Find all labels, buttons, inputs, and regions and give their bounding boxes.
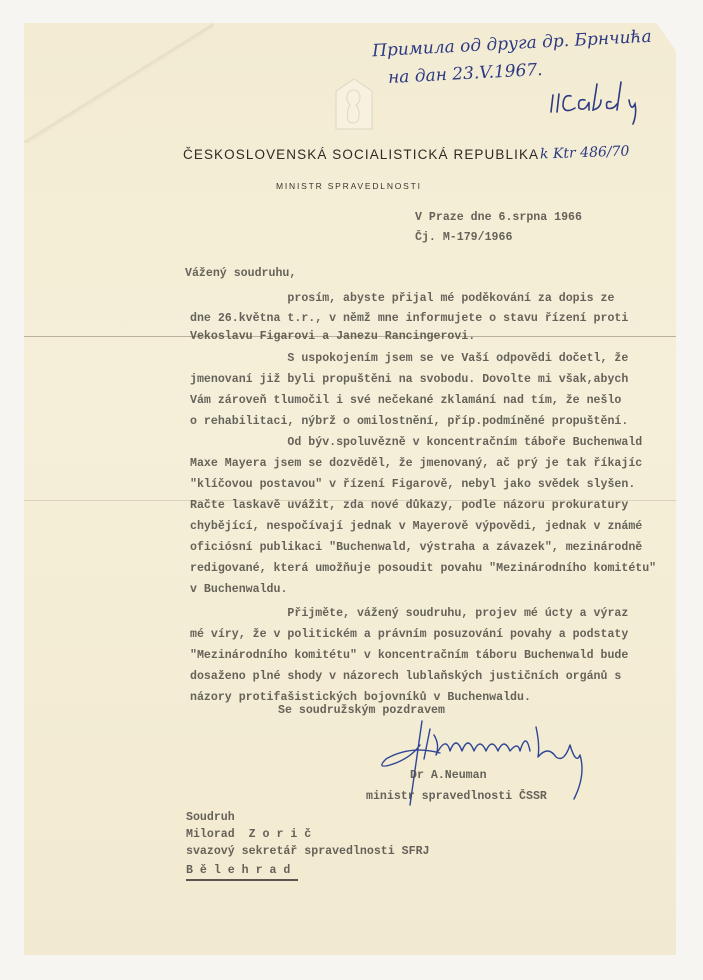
body-line: názory protifašistických bojovníků v Buchenwaldu. (190, 691, 531, 704)
body-line: Vám zároveň tlumočil i své nečekané zklamání nad tím, že nešlo (190, 394, 622, 407)
body-line: v Buchenwaldu. (190, 583, 288, 596)
recipient-name: Milorad Z o r i č (186, 828, 312, 841)
recipient-city: B ě l e h r a d (186, 864, 291, 877)
city-underline (186, 879, 298, 881)
body-line: "Mezinárodního komitétu" v koncentračním táboru Buchenwald bude (190, 649, 629, 662)
place-date: V Praze dne 6.srpna 1966 (415, 211, 582, 224)
signatory-name: Dr A.Neuman (410, 769, 487, 782)
state-emblem-icon (334, 77, 374, 131)
body-line: Od býv.spoluvězně v koncentračním táboře Buchenwald (190, 436, 643, 449)
letterhead-subtitle: MINISTR SPRAVEDLNOSTI (276, 181, 422, 191)
body-line: Přijměte, vážený soudruhu, projev mé úcty a výraz (190, 607, 629, 620)
body-line: S uspokojením jsem se ve Vaší odpovědi dočetl, že (190, 352, 629, 365)
handwritten-initials-icon (545, 80, 665, 125)
body-line: Račte laskavě uvážit, zda nové důkazy, podle názoru prokuratury (190, 499, 629, 512)
body-line: Maxe Mayera jsem se dozvěděl, že jmenovaný, ač prý je tak říkajíc (190, 457, 643, 470)
closing: Se soudružským pozdravem (278, 704, 445, 717)
recipient-position: svazový sekretář spravedlnosti SFRJ (186, 845, 430, 858)
body-line: oficiósní publikaci "Buchenwald, výstraha a závazek", mezinárodně (190, 541, 643, 554)
body-line: jmenovaní již byli propuštěni na svobodu. Dovolte mi však,abych (190, 373, 629, 386)
body-line: chybějící, nespočívají jednak v Mayerově výpovědi, jednak v známé (190, 520, 643, 533)
body-line: dne 26.května t.r., v němž mne informujete o stavu řízení proti (190, 312, 629, 325)
body-line: mé víry, že v politickém a právním posuzování povahy a podstaty (190, 628, 629, 641)
salutation: Vážený soudruhu, (185, 267, 297, 280)
reference-number: Čj. M-179/1966 (415, 231, 513, 244)
handwritten-reference: k Ktr 486/70 (539, 143, 630, 163)
handwritten-note-line1: Примила од друга др. Брнчића (371, 26, 653, 62)
recipient-salutation: Soudruh (186, 811, 235, 824)
letterhead-title: ČESKOSLOVENSKÁ SOCIALISTICKÁ REPUBLIKA (183, 147, 540, 162)
body-line: o rehabilitaci, nýbrž o omilostnění, příp.podmíněné propuštění. (190, 415, 629, 428)
signatory-title: ministr spravedlnosti ČSSR (366, 790, 547, 803)
body-line: dosaženo plné shody v názorech lublaňských justičních orgánů s (190, 670, 622, 683)
body-line: Vekoslavu Figarovi a Janezu Rancingerovi. (190, 330, 476, 343)
body-line: prosím, abyste přijal mé poděkování za dopis ze (190, 292, 615, 305)
body-line: "klíčovou postavou" v řízení Figarově, nebyl jako svědek slyšen. (190, 478, 636, 491)
body-line: redigované, která umožňuje posoudit povahu "Mezinárodního komitétu" (190, 562, 657, 575)
handwritten-note-line2: на дан 23.V.1967. (387, 59, 544, 89)
paper-crease (24, 23, 214, 143)
